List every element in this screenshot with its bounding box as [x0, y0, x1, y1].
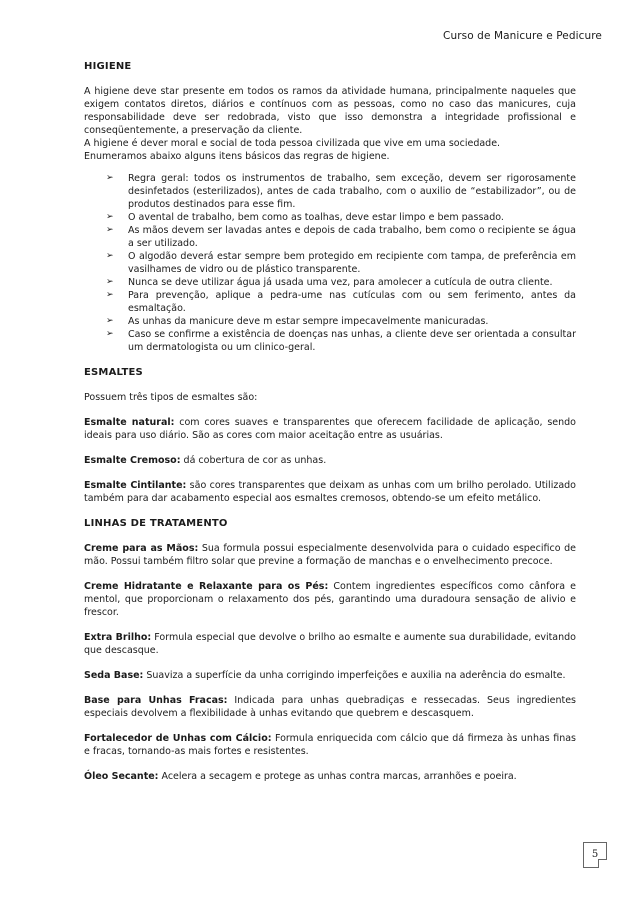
running-header: Curso de Manicure e Pedicure: [443, 30, 602, 42]
list-item: ➢ Nunca se deve utilizar água já usada uma vez, para amolecer a cutícula de outra cliente.: [106, 277, 553, 288]
definition-item: Fortalecedor de Unhas com Cálcio: Formula enriquecida com cálcio que dá firmeza às unhas finas e fracas, tornando-as mais fortes e resistentes.: [84, 733, 576, 757]
list-item: ➢ O avental de trabalho, bem como as toalhas, deve estar limpo e bem passado.: [106, 212, 504, 223]
definition-item: Esmalte Cremoso: dá cobertura de cor as unhas.: [84, 455, 327, 466]
arrow-bullet-icon: ➢: [106, 290, 114, 300]
higiene-paragraph: Enumeramos abaixo alguns itens básicos das regras de higiene.: [84, 151, 390, 162]
definition-term: Esmalte natural:: [84, 417, 175, 428]
higiene-rules-list: [84, 172, 576, 354]
page-number-box: [583, 842, 607, 868]
definition-item: Creme Hidratante e Relaxante para os Pés: Contem ingredientes específicos como cânfora e mentol, que proporcionam o relaxamento dos pés, garantindo uma duradoura sensação de alivio e frescor.: [84, 581, 576, 618]
definition-term: Esmalte Cremoso:: [84, 455, 181, 466]
page-content: [84, 60, 576, 783]
definition-item: Óleo Secante: Acelera a secagem e protege as unhas contra marcas, arranhões e poeira.: [84, 771, 517, 782]
definition-term: Óleo Secante:: [84, 771, 159, 782]
definition-item: Esmalte natural: com cores suaves e transparentes que oferecem facilidade de aplicação, sendo ideais para uso diário. São as cores com maior aceitação entre as usuárias.: [84, 417, 576, 441]
arrow-bullet-icon: ➢: [106, 173, 114, 183]
section-heading-linhas: LINHAS DE TRATAMENTO: [84, 518, 228, 529]
list-item: ➢ Para prevenção, aplique a pedra-ume nas cutículas com ou sem ferimento, antes da esmaltação.: [106, 290, 576, 314]
page-curl-icon: [598, 859, 607, 868]
arrow-bullet-icon: ➢: [106, 212, 114, 222]
definition-term: Seda Base:: [84, 670, 144, 681]
list-item: ➢ As unhas da manicure deve m estar sempre impecavelmente manicuradas.: [106, 316, 489, 327]
definition-item: Creme para as Mãos: Sua formula possui especialmente desenvolvida para o cuidado especifico de mão. Possui também filtro solar que previne a formação de manchas e o envelhecimento precoce.: [84, 543, 576, 567]
definition-item: Base para Unhas Fracas: Indicada para unhas quebradiças e ressecadas. Seus ingredientes especiais devolvem a flexibilidade à unhas evitando que quebrem e descasquem.: [84, 695, 576, 719]
definition-term: Fortalecedor de Unhas com Cálcio:: [84, 733, 272, 744]
definition-term: Extra Brilho:: [84, 632, 152, 643]
definition-item: Seda Base: Suaviza a superfície da unha corrigindo imperfeições e auxilia na aderência do esmalte.: [84, 670, 566, 681]
definition-item: Extra Brilho: Formula especial que devolve o brilho ao esmalte e aumente sua durabilidade, evitando que descasque.: [84, 632, 576, 656]
definition-item: Esmalte Cintilante: são cores transparentes que deixam as unhas com um brilho perolado. Utilizado também para dar acabamento especial aos esmaltes cremosos, obtendo-se um efeito metálico.: [84, 480, 576, 504]
definition-term: Base para Unhas Fracas:: [84, 695, 228, 706]
higiene-paragraph: A higiene é dever moral e social de toda pessoa civilizada que vive em uma sociedade.: [84, 138, 501, 149]
list-item: ➢ Regra geral: todos os instrumentos de trabalho, sem exceção, devem ser rigorosamente desinfetados (esterilizados), antes de cada trabalho, com o auxilio de “estabilizador”, ou de produtos destinados para esse fim.: [106, 173, 576, 210]
arrow-bullet-icon: ➢: [106, 316, 114, 326]
definition-term: Creme para as Mãos:: [84, 543, 199, 554]
arrow-bullet-icon: ➢: [106, 277, 114, 287]
higiene-paragraph: A higiene deve star presente em todos os ramos da atividade humana, principalmente naqueles que exigem contatos diretos, diários e contínuos com as pessoas, como no caso das manicures, cuja responsabilidade deve ser redobrada, visto que isso demonstra a integridade profissional e conseqüentemente, a preservação da cliente.: [84, 86, 576, 136]
definition-term: Esmalte Cintilante:: [84, 480, 187, 491]
page-number: 5: [591, 849, 599, 860]
list-item: ➢ As mãos devem ser lavadas antes e depois de cada trabalho, bem como o recipiente se água a ser utilizado.: [106, 225, 576, 249]
list-item: ➢ O algodão deverá estar sempre bem protegido em recipiente com tampa, de preferência em vasilhames de vidro ou de plástico transparente.: [106, 251, 576, 275]
definition-term: Creme Hidratante e Relaxante para os Pés:: [84, 581, 329, 592]
arrow-bullet-icon: ➢: [106, 225, 114, 235]
esmaltes-intro: Possuem três tipos de esmaltes são:: [84, 392, 258, 403]
section-heading-higiene: HIGIENE: [84, 61, 132, 72]
list-item: ➢ Caso se confirme a existência de doenças nas unhas, a cliente deve ser orientada a consultar um dermatologista ou um clinico-geral.: [106, 329, 576, 353]
section-heading-esmaltes: ESMALTES: [84, 367, 143, 378]
arrow-bullet-icon: ➢: [106, 251, 114, 261]
arrow-bullet-icon: ➢: [106, 329, 114, 339]
